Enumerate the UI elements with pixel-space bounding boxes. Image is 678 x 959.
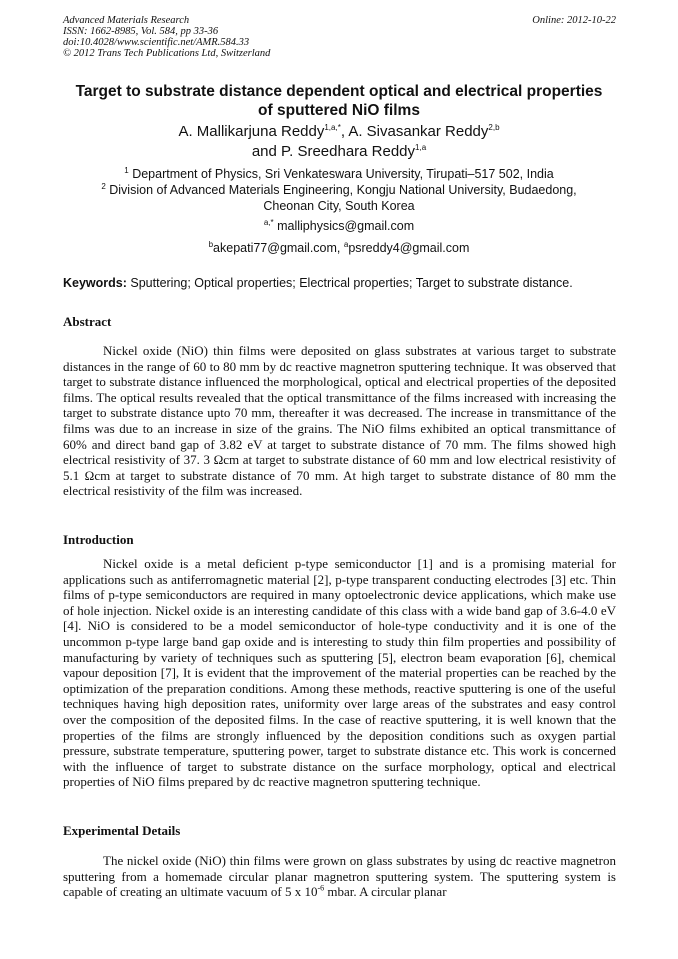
email-line-2: $^b$akepati77@gmail.com, $^a$psreddy4@gmail.com [208,239,470,255]
author-2-affil: 2,b [488,123,500,132]
exponent: -6 [317,883,325,893]
paper-title [40,82,638,120]
affiliation-1-number: 1 [124,165,129,175]
keywords [63,275,616,291]
keywords-label: Keywords: [63,276,127,290]
author-1-affil: 1,a,* [324,123,341,132]
keywords-text: Sputtering; Optical properties; Electrical properties; Target to substrate distance. [126,276,573,290]
copyright-line: © 2012 Trans Tech Publications Ltd, Switzerland [63,48,271,59]
author-1: A. Mallikarjuna Reddy [178,123,325,140]
affiliation-2-number: 2 [101,181,106,191]
title-line-1: Target to substrate distance dependent optical and electrical properties [75,83,603,100]
affiliation-2-cont: Cheonan City, South Korea [263,199,415,213]
author-line-1 [40,122,638,142]
affiliation-2: $^2$ Division of Advanced Materials Engineering, Kongju National University, Budaedong, [101,181,577,197]
email-psreddy: psreddy4@gmail.com [348,241,470,255]
abstract-heading: Abstract [63,314,112,329]
author-line-2 [40,142,638,162]
doi-line: doi:10.4028/www.scientific.net/AMR.584.33 [63,37,250,48]
experimental-text: The nickel oxide (NiO) thin films were grown on glass substrates by using dc reactive magnetron sputtering from a homemade circular planar magnetron sputtering system. The sputtering system is capable of creating an ultimate vacuum of 5 x $10^{-6}$ mbar. A circular planar [63,853,616,900]
email-akepati: akepati77@gmail.com, [213,241,344,255]
author-list [40,122,638,162]
author-3-affil: 1,a [415,143,427,152]
title-line-2: of sputtered NiO films [258,102,420,119]
author-2: , A. Sivasankar Reddy [340,123,489,140]
email-malliphysics: malliphysics@gmail.com [273,219,415,233]
online-date: Online: 2012-10-22 [532,15,616,26]
journal-header [63,15,616,59]
experimental-heading: Experimental Details [63,823,181,838]
journal-name: Advanced Materials Research [63,15,190,26]
issn-line: ISSN: 1662-8985, Vol. 584, pp 33-36 [63,26,219,37]
introduction-text: Nickel oxide is a metal deficient p-type semiconductor [1] and is a promising material for applications such as antiferromagnetic material [2], p-type transparent conducting electrodes [3] etc. Thin films of p-type semiconductors are required in many optoelectronic device applications, which make use of hole injection. Nickel oxide is an interesting candidate of this class with a wide band gap of 3.6-4.0 eV [4]. NiO is considered to be a model semiconductor of hole-type conductivity and it is one of the uncommon p-type large band gap oxide and is interesting to study thin film properties and possibility of manufacturing by variety of techniques such as sputtering [5], electron beam evaporation [6], chemical vapour deposition [7], It is evident that the improvement of the material properties can be reached by the optimization of the preparation conditions. Among these methods, reactive sputtering is one of the useful techniques having high deposition rates, uniformity over large areas of the substrates and easy control over the composition of the deposited films. In the case of reactive sputtering, it is well known that the properties of the films are strongly influenced by the deposition conditions such as oxygen partial pressure, substrate temperature, sputtering power, target to substrate distance etc. This work is concerned with the influence of target to substrate distance on the surface morphology, optical and electrical properties of NiO films prepared by dc reactive magnetron sputtering technique. [63,556,616,790]
author-3: and P. Sreedhara Reddy [251,143,416,160]
introduction-heading: Introduction [63,532,134,547]
abstract-text: Nickel oxide (NiO) thin films were deposited on glass substrates at various target to substrate distances in the range of 60 to 80 mm by dc reactive magnetron sputtering technique. It was observed that target to substrate distance influenced the morphological, optical and electrical properties of the deposited films. The optical results revealed that the optical transmittance of the films increased with increasing the target to substrate distance upto 70 mm, thereafter it was decreased. The increase in transmittance of the films was due to an increase in size of the grains. The NiO films exhibited an optical transmittance of 60% and direct band gap of 3.82 eV at target to substrate distance of 70 mm. The films showed high electrical resistivity of 37. 3 Ωcm at target to substrate distance of 60 mm and low electrical resistivity of 5.1 Ωcm at target to substrate distance of 70 mm. At high target to substrate distance of 80 mm the electrical resistivity of the film was increased. [63,343,616,499]
email-line-1: $^{a,*}$ malliphysics@gmail.com [263,217,415,233]
affiliation-1: $^1$ Department of Physics, Sri Venkateswara University, Tirupati–517 502, India [124,165,554,181]
affiliations [40,166,638,214]
